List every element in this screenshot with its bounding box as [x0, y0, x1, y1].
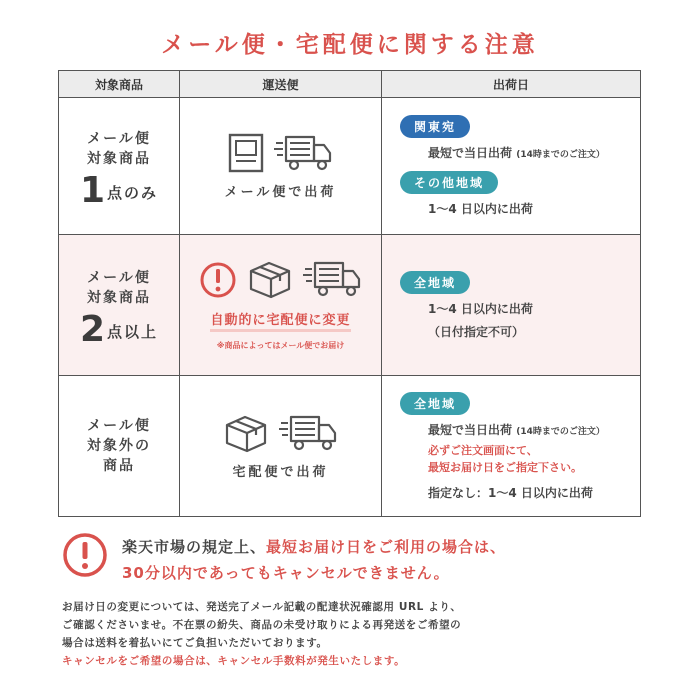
- ship-date-main: 最短で当日出荷: [428, 146, 513, 160]
- table-row: [59, 235, 641, 376]
- target-line: メール便: [87, 418, 151, 434]
- shipping-method-label: 自動的に宅配便に変更: [210, 309, 350, 332]
- ship-date-text: 1～4 日以内に出荷: [428, 301, 533, 316]
- target-line: 対象商品: [87, 150, 151, 167]
- quantity-label: [59, 169, 179, 211]
- warning-line1-b: 最短お届け日をご利用の場合は、: [266, 538, 507, 556]
- delivery-truck-icon: [274, 133, 334, 173]
- shipping-cell: [180, 235, 382, 376]
- ship-date-note: (14時までのご注文）: [516, 150, 605, 160]
- target-line: 商品: [103, 458, 135, 474]
- ship-date-text: [400, 144, 640, 161]
- target-line: 対象商品: [87, 289, 151, 306]
- footer-line: 場合は送料を着払いにてご負担いただいております。: [62, 637, 328, 649]
- shipping-cell: [180, 98, 382, 235]
- shipping-table: [58, 70, 641, 517]
- delivery-truck-icon: [279, 413, 339, 453]
- package-box-icon: [247, 259, 293, 299]
- footer-line: お届け日の変更については、発送完了メール記載の配達状況確認用 URL より、: [62, 601, 462, 613]
- red-instruction: 必ずご注文画面にて、: [428, 443, 538, 457]
- target-cell: [59, 376, 180, 517]
- ship-date-note: (14時までのご注文）: [516, 426, 605, 437]
- ship-date-cell: [382, 98, 641, 235]
- shipping-method-label: 宅配便で出荷: [232, 464, 329, 480]
- quantity-suffix: 点以上: [107, 322, 159, 341]
- footer-line-cancel: キャンセルをご希望の場合は、キャンセル手数料が発生いたします。: [62, 655, 406, 667]
- quantity-suffix: 点のみ: [107, 183, 159, 202]
- ship-date-text: 指定なし：1～4 日以内に出荷: [428, 485, 593, 500]
- table-header-row: [59, 71, 641, 98]
- region-badge: 全地域: [400, 271, 470, 294]
- red-instruction: 最短お届け日をご指定下さい。: [428, 460, 582, 474]
- region-badge: その他地域: [400, 171, 498, 194]
- table-row: [59, 98, 641, 235]
- quantity-label: [59, 308, 179, 350]
- envelope-icon: [228, 133, 264, 173]
- package-box-icon: [223, 413, 269, 453]
- region-badge: 全地域: [400, 392, 470, 415]
- footer-line: ご確認くださいませ。不在票の紛失、商品の未受け取りによる再発送をご希望の: [62, 619, 462, 631]
- quantity-number: 2: [79, 308, 108, 350]
- quantity-number: 1: [79, 169, 108, 211]
- target-line: メール便: [87, 130, 151, 147]
- target-cell: [59, 98, 180, 235]
- shipping-cell: [180, 376, 382, 517]
- header-shipping: 運送便: [180, 71, 382, 98]
- target-cell: [59, 235, 180, 376]
- target-line: メール便: [87, 269, 151, 286]
- delivery-truck-icon: [303, 259, 363, 299]
- exclamation-icon: [199, 261, 237, 299]
- table-row: [59, 376, 641, 517]
- ship-date-text: 1～4 日以内に出荷: [428, 202, 533, 216]
- page-title: メール便・宅配便に関する注意: [161, 32, 539, 58]
- shipping-note: ※商品によってはメール便でお届け: [216, 341, 345, 350]
- shipping-method-label: メール便で出荷: [224, 184, 337, 200]
- header-target: 対象商品: [59, 71, 180, 98]
- ship-date-main: 最短で当日出荷: [428, 422, 513, 437]
- header-ship-date: 出荷日: [382, 71, 641, 98]
- warning-icon: [62, 532, 108, 578]
- ship-date-cell: [382, 376, 641, 517]
- ship-date-cell: [382, 235, 641, 376]
- ship-date-text: [400, 421, 640, 438]
- region-badge: 関東宛: [400, 115, 470, 138]
- warning-line1-a: 楽天市場の規定上、: [122, 538, 267, 556]
- warning-line2: 30分以内であってもキャンセルできません。: [122, 564, 450, 582]
- target-line: 対象外の: [87, 438, 151, 454]
- footer-notes: [62, 598, 652, 670]
- warning-text: [122, 534, 506, 586]
- ship-date-text: （日付指定不可）: [428, 324, 525, 339]
